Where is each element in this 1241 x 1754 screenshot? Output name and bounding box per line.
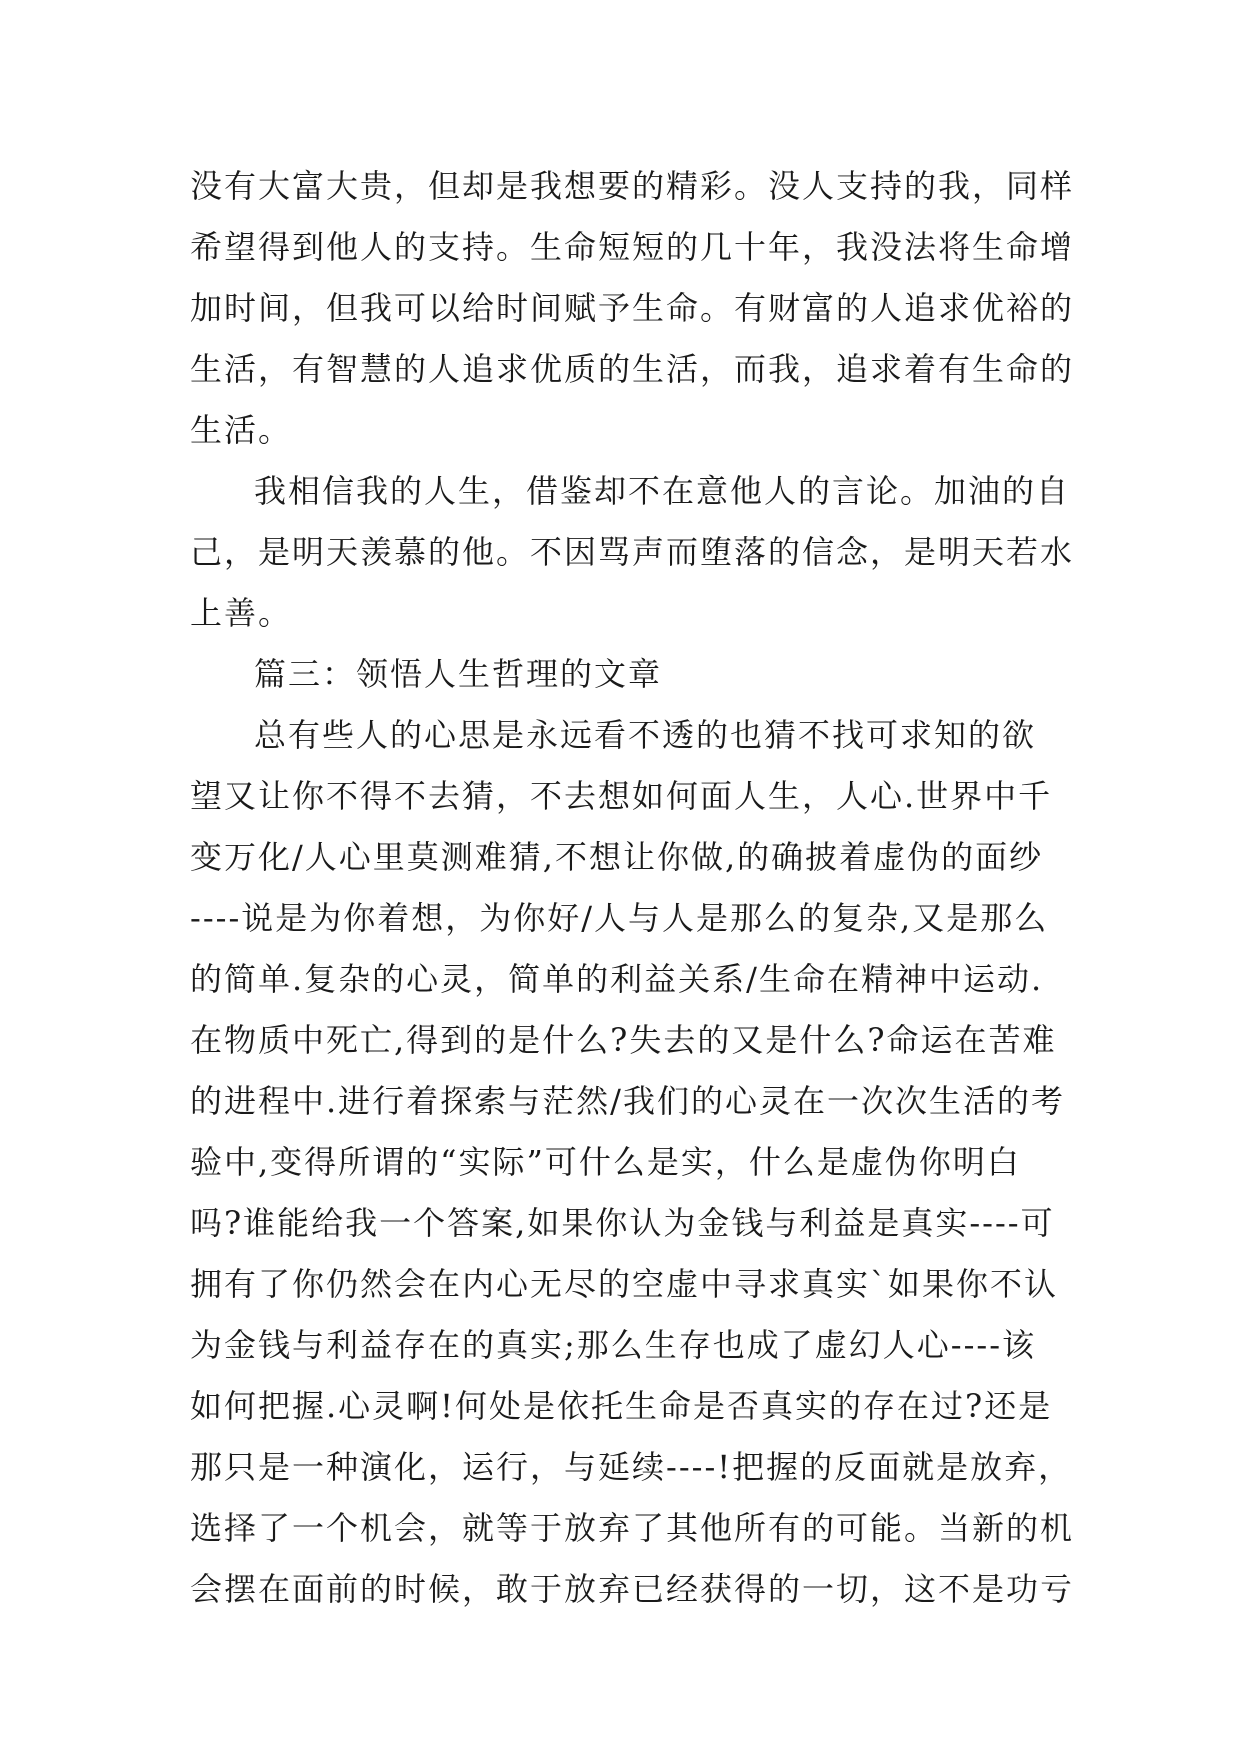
text-line: 会摆在面前的时候，敢于放弃已经获得的一切，这不是功亏	[190, 1570, 1075, 1608]
text-line: 在物质中死亡,得到的是什么?失去的又是什么?命运在苦难	[190, 1021, 1057, 1059]
section-heading: 篇三：领悟人生哲理的文章	[254, 655, 663, 693]
text-line: 那只是一种演化，运行，与延续----!把握的反面就是放弃，	[190, 1448, 1073, 1486]
text-line: 生活。	[190, 411, 293, 449]
paragraph-start-line: 总有些人的心思是永远看不透的也猜不找可求知的欲	[254, 716, 1037, 754]
text-line: ----说是为你着想，为你好/人与人是那么的复杂,又是那么	[190, 899, 1049, 937]
text-line: 的进程中.进行着探索与茫然/我们的心灵在一次次生活的考	[190, 1082, 1065, 1120]
text-line: 己，是明天羡慕的他。不因骂声而堕落的信念，是明天若水	[190, 533, 1075, 571]
text-line: 的简单.复杂的心灵，简单的利益关系/生命在精神中运动.	[190, 960, 1044, 998]
text-line: 望又让你不得不去猜，不去想如何面人生，人心.世界中千	[190, 777, 1053, 815]
text-line: 拥有了你仍然会在内心无尽的空虚中寻求真实`如果你不认	[190, 1265, 1059, 1303]
text-line: 生活，有智慧的人追求优质的生活，而我，追求着有生命的	[190, 350, 1075, 388]
text-line: 如何把握.心灵啊!何处是依托生命是否真实的存在过?还是	[190, 1387, 1053, 1425]
text-line: 没有大富大贵，但却是我想要的精彩。没人支持的我，同样	[190, 167, 1075, 205]
text-line: 希望得到他人的支持。生命短短的几十年，我没法将生命增	[190, 228, 1075, 266]
text-line: 为金钱与利益存在的真实;那么生存也成了虚幻人心----该	[190, 1326, 1037, 1364]
text-line: 验中,变得所谓的“实际”可什么是实，什么是虚伪你明白	[190, 1143, 1021, 1181]
body-text	[190, 156, 1075, 1620]
text-line: 变万化/人心里莫测难猜,不想让你做,的确披着虚伪的面纱	[190, 838, 1044, 876]
text-line: 选择了一个机会，就等于放弃了其他所有的可能。当新的机	[190, 1509, 1075, 1547]
text-line: 上善。	[190, 594, 293, 632]
paragraph-start-line: 我相信我的人生，借鉴却不在意他人的言论。加油的自	[254, 472, 1071, 510]
text-line: 加时间，但我可以给时间赋予生命。有财富的人追求优裕的	[190, 289, 1075, 327]
text-line: 吗?谁能给我一个答案,如果你认为金钱与利益是真实----可	[190, 1204, 1055, 1242]
